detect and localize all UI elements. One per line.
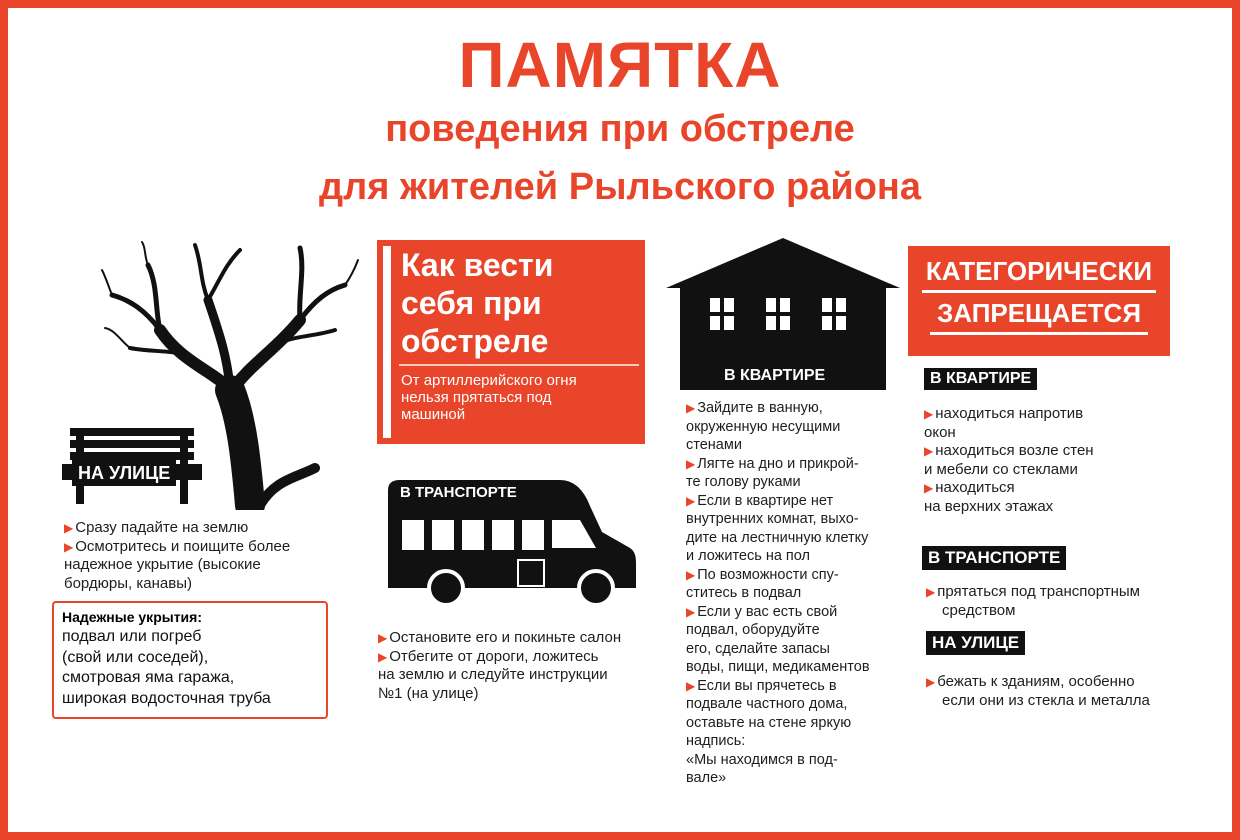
bullet-arrow-icon: ▶ [686,678,696,693]
forbidden-transport-list [926,583,1140,620]
list-item: ститесь в подвал [686,585,802,601]
list-item: подвале частного дома, [686,696,848,712]
forbidden-street-label: НА УЛИЦЕ [926,631,1025,655]
list-item: ▶ Сразу падайте на землю [64,519,249,536]
shelter-box [52,601,328,719]
bullet-arrow-icon: ▶ [924,407,934,421]
list-item: средством [942,601,1016,619]
list-item: окруженную несущими [686,418,841,435]
list-item: на землю и следуйте инструкции [378,666,608,683]
how-to-box [377,240,645,444]
list-item: ▶ находиться [924,479,1015,496]
apartment-instructions [686,399,870,788]
bullet-arrow-icon: ▶ [686,493,696,508]
list-item: ▶ Если вы прячетесь в [686,677,837,694]
list-item: надежное укрытие (высокие [64,556,261,573]
shelter-heading: Надежные укрытия: [62,609,202,625]
list-item: вале» [686,770,727,786]
divider [399,364,639,366]
list-item: ▶ Лягте на дно и прикрой- [686,455,859,472]
list-item: и мебели со стеклами [924,460,1078,478]
bullet-arrow-icon: ▶ [926,585,936,599]
list-item: на верхних этажах [924,497,1054,515]
list-item: воды, пищи, медикаментов [686,659,870,675]
list-item: ▶ находиться напротив [924,405,1084,422]
list-item: те голову руками [686,474,801,490]
poster-subtitle-line2: для жителей Рыльского района [319,166,921,208]
transport-instructions [378,629,621,703]
bullet-arrow-icon: ▶ [924,444,934,458]
list-item: внутренних комнат, выхо- [686,511,859,527]
bullet-arrow-icon: ▶ [924,481,934,495]
list-item: окон [924,423,956,441]
list-item: «Мы находимся в под- [686,751,838,768]
forbidden-title-line1: КАТЕГОРИЧЕСКИ [925,256,1153,286]
list-item: дите на лестничную клетку [686,529,869,546]
forbidden-street-list [926,673,1150,710]
bullet-arrow-icon: ▶ [686,456,696,471]
forbidden-title-line2: ЗАПРЕЩАЕТСЯ [936,298,1142,328]
underline [930,332,1148,335]
list-item: подвал, оборудуйте [686,622,820,638]
poster-subtitle-line1: поведения при обстреле [385,108,855,150]
forbidden-apartment-list [924,405,1094,516]
shelter-list [62,627,271,709]
transport-label: В ТРАНСПОРТЕ [400,484,517,501]
list-item: подвал или погреб [62,628,202,645]
bullet-arrow-icon: ▶ [686,401,696,415]
apartment-label: В КВАРТИРЕ [724,367,826,384]
how-to-heading: Как вести себя при обстреле [401,247,554,359]
list-item: оставьте на стене яркую [686,714,852,731]
list-item: (свой или соседей), [62,648,209,666]
bullet-arrow-icon: ▶ [686,604,696,619]
how-to-note: От артиллерийского огня нельзя прятаться под машиной [401,372,577,423]
list-item: надпись: [686,733,746,749]
list-item: широкая водосточная труба [62,689,271,707]
list-item: стенами [686,437,742,453]
list-item: ▶ Если у вас есть свой [686,603,838,620]
forbidden-banner [908,246,1170,356]
bullet-arrow-icon: ▶ [64,539,74,554]
list-item: ▶ По возможности спу- [686,566,839,583]
list-item: бордюры, канавы) [64,574,192,592]
list-item: смотровая яма гаража, [62,669,235,686]
poster-title: ПАМЯТКА [458,29,782,101]
box-strip [383,246,391,438]
forbidden-apartment-label: В КВАРТИРЕ [924,368,1037,390]
underline [922,290,1156,293]
list-item: ▶ находиться возле стен [924,442,1094,459]
bullet-arrow-icon: ▶ [378,649,388,664]
street-label: НА УЛИЦЕ [72,460,176,486]
street-instructions [64,519,290,593]
bullet-arrow-icon: ▶ [64,521,74,535]
list-item: его, сделайте запасы [686,640,830,657]
list-item: и ложитесь на пол [686,548,810,564]
bullet-arrow-icon: ▶ [686,567,696,582]
list-item: ▶ Осмотритесь и поищите более [64,537,291,555]
bullet-arrow-icon: ▶ [378,631,388,645]
list-item: ▶ Если в квартире нет [686,492,834,509]
list-item: ▶ прятаться под транспортным [926,583,1140,600]
bullet-arrow-icon: ▶ [926,675,936,689]
list-item: №1 (на улице) [378,684,479,702]
list-item: ▶ Зайдите в ванную, [686,400,823,416]
list-item: если они из стекла и металла [942,691,1150,709]
list-item: ▶ Остановите его и покиньте салон [378,629,622,646]
forbidden-transport-label: В ТРАНСПОРТЕ [922,546,1066,570]
list-item: ▶ бежать к зданиям, особенно [926,673,1135,690]
list-item: ▶ Отбегите от дороги, ложитесь [378,647,599,665]
